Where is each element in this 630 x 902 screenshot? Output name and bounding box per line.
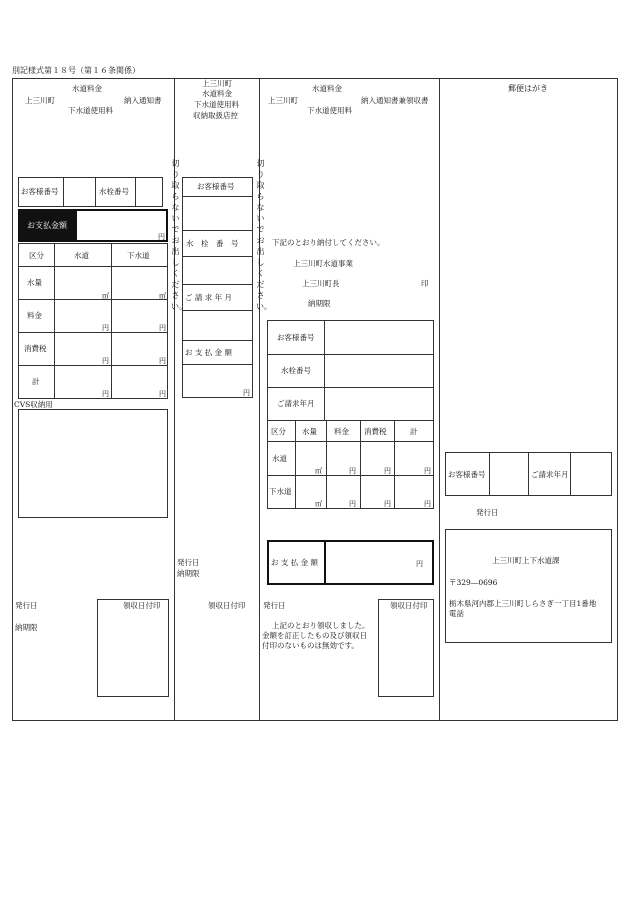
s1-issue-date: 発行日 [15, 601, 38, 610]
s1-pay-label: お支払金額 [27, 221, 67, 230]
s1-col-water: 水道 [74, 251, 89, 260]
s3-notice: 下記のとおり納付してください。 [272, 238, 385, 247]
s3-row-sewer: 下水道 [269, 487, 292, 496]
s1-cvs-box [18, 409, 168, 518]
s1-yen: 円 [159, 324, 166, 332]
s1-yen: 円 [159, 390, 166, 398]
s3-receipt-l2: 金額を訂正したもの及び領収日 [262, 631, 367, 640]
s3-yen: 円 [424, 500, 431, 508]
s1-row-tax: 消費税 [24, 344, 47, 353]
form-title: 別記様式第１８号（第１６条関係） [12, 66, 140, 75]
s1-title-mid: 納入通知書 [124, 96, 162, 105]
s3-pay-amount: お 支 払 金 額 [271, 558, 319, 567]
s3-col-total: 計 [410, 427, 418, 436]
s3-stamp-label: 領収日付印 [390, 601, 428, 610]
s3-yen: 円 [384, 467, 391, 475]
s3-yen: 円 [349, 500, 356, 508]
s1-title-bottom: 下水道使用料 [68, 106, 113, 115]
s3-row-water: 水道 [272, 454, 287, 463]
s2-bill-month: ご 請 求 年 月 [185, 293, 233, 302]
s3-yen: 円 [384, 500, 391, 508]
s3-bill-month: ご請求年月 [277, 399, 315, 408]
s1-unit: ㎥ [159, 292, 166, 300]
s3-customer-no: お客様番号 [277, 333, 315, 342]
s4-postcard: 郵便はがき [508, 84, 548, 93]
s3-stamp-box [378, 599, 434, 697]
s3-col-volume: 水量 [302, 427, 317, 436]
s3-col-fee: 料金 [334, 427, 349, 436]
s1-yen: 円 [102, 324, 109, 332]
s3-due-date: 納期限 [308, 299, 331, 308]
s1-customer-no-label: お客様番号 [21, 187, 59, 196]
s3-unit: ㎥ [315, 500, 322, 508]
s1-meter-no-label: 水栓番号 [99, 187, 129, 196]
s1-cvs-label: CVS収納用 [14, 400, 53, 409]
s2-pay-amount: お 支 払 金 額 [185, 348, 233, 357]
s3-title-bottom: 下水道使用料 [307, 106, 352, 115]
s1-col-sewer: 下水道 [127, 251, 150, 260]
s3-unit: ㎥ [315, 467, 322, 475]
s3-org: 上三川町水道事業 [293, 259, 353, 268]
s2-l2: 水道料金 [202, 89, 232, 98]
s3-pay-yen: 円 [416, 560, 423, 568]
s1-col-kubun: 区分 [29, 251, 44, 260]
s2-yen: 円 [243, 389, 250, 397]
s4-address: 栃木県河内郡上三川町しらさぎ一丁目1番地 [449, 599, 597, 608]
s1-yen: 円 [102, 357, 109, 365]
s3-receipt-l3: 付印のないものは無効です。 [262, 641, 359, 650]
divider-3 [439, 78, 440, 721]
s1-title-top: 水道料金 [72, 84, 102, 93]
s3-issue-date: 発行日 [263, 601, 286, 610]
s2-stamp-label: 領収日付印 [208, 601, 246, 610]
s2-l3: 下水道使用料 [194, 100, 239, 109]
s3-table [267, 320, 434, 509]
s3-yen: 円 [349, 467, 356, 475]
s3-col-kubun: 区分 [271, 427, 286, 436]
s1-row-volume: 水量 [27, 278, 42, 287]
s3-col-tax: 消費税 [364, 427, 387, 436]
s2-l4: 収納取扱店控 [193, 111, 238, 120]
s4-bill-month: ご請求年月 [531, 470, 569, 479]
s1-yen: 円 [159, 357, 166, 365]
s1-due-date: 納期限 [15, 623, 38, 632]
s3-mayor: 上三川町長 [302, 279, 340, 288]
s3-seal: 印 [421, 279, 429, 288]
s2-meter-no: 水 栓 番 号 [186, 239, 239, 248]
s1-unit: ㎥ [102, 292, 109, 300]
cut-note-2: 切り取らないでお出しください。 [256, 159, 272, 311]
s1-row-total: 計 [32, 377, 40, 386]
cut-note-1: 切り取らないでお出しください。 [171, 159, 187, 311]
s4-customer-no: お客様番号 [448, 470, 486, 479]
s3-title-top: 水道料金 [312, 84, 342, 93]
s4-dept: 上三川町上下水道課 [492, 556, 560, 565]
s1-pay-yen: 円 [158, 233, 165, 241]
s2-customer-no: お客様番号 [197, 182, 235, 191]
s4-postal: 〒329―0696 [449, 578, 498, 587]
s2-due-date: 納期限 [177, 569, 200, 578]
s3-title-mid: 納入通知書兼領収書 [361, 96, 429, 105]
s2-l1: 上三川町 [202, 79, 232, 88]
s1-row-fee: 料金 [27, 311, 42, 320]
s2-issue-date: 発行日 [177, 558, 200, 567]
s1-stamp-box [97, 599, 169, 697]
s4-issue-date: 発行日 [476, 508, 499, 517]
s3-town: 上三川町 [268, 96, 298, 105]
s1-yen: 円 [102, 390, 109, 398]
s1-town: 上三川町 [25, 96, 55, 105]
s3-receipt-l1: 上記のとおり領収しました。 [272, 621, 370, 630]
s3-meter-no: 水栓番号 [281, 366, 311, 375]
s1-stamp-label: 領収日付印 [123, 601, 161, 610]
s3-yen: 円 [424, 467, 431, 475]
s4-phone: 電話 [449, 609, 464, 618]
